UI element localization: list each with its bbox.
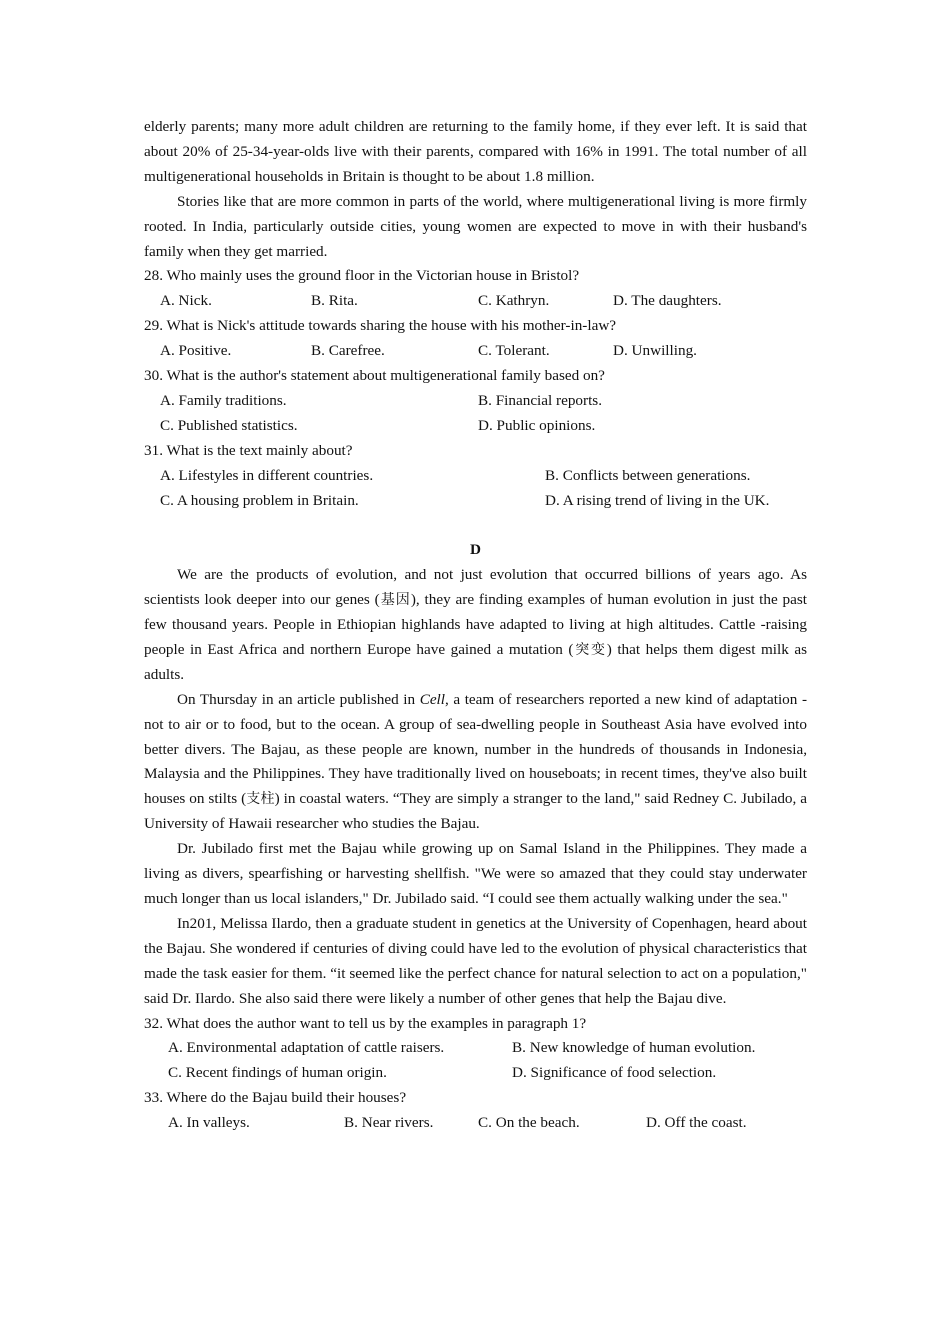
option-a[interactable]: A. In valleys. [168,1114,250,1132]
section-heading-d: D [470,541,481,559]
question-30 [144,364,807,439]
question-29 [144,314,807,364]
option-c[interactable]: C. Published statistics. [160,416,298,434]
question-stem: 28. Who mainly uses the ground floor in the Victorian house in Bristol? [144,267,580,285]
question-stem: 30. What is the author's statement about multigenerational family based on? [144,367,605,385]
passage-d-paragraph-3: Dr. Jubilado first met the Bajau while growing up on Samal Island in the Philippines. They made a living as divers, spearfishing or harvesting shellfish. "We were so amazed that they could stay underwater much longer than us local islanders," Dr. Jubilado said. “I could see them actually walking under the sea." [144,840,807,907]
answer-options [144,289,807,314]
option-b[interactable]: B. Financial reports. [478,391,603,409]
option-b[interactable]: B. New knowledge of human evolution. [512,1039,756,1057]
option-d[interactable]: D. Significance of food selection. [512,1064,717,1082]
option-b[interactable]: B. Near rivers. [344,1114,434,1132]
answer-options [144,1111,807,1136]
answer-options [144,464,807,489]
question-32 [144,1012,807,1087]
option-b[interactable]: B. Carefree. [311,342,385,360]
answer-options [144,414,807,439]
answer-options [144,1036,807,1061]
option-d[interactable]: D. Off the coast. [646,1114,747,1132]
journal-title: Cell [419,690,445,708]
passage-c-paragraph-last: Stories like that are more common in parts of the world, where multigenerational living is more firmly rooted. In India, particularly outside cities, young women are expected to move in with their husband's family when they get married. [144,192,807,260]
question-33 [144,1086,807,1136]
answer-options [144,1061,807,1086]
passage-d-paragraph-1: We are the products of evolution, and not just evolution that occurred billions of years ago. As scientists look deeper into our genes (基因), they are finding examples of human evolution in just the past few thousand years. People in Ethiopian highlands have adapted to living at high altitudes. Cattle -raising people in East Africa and northern Europe have gained a mutation (突变) that helps them digest milk as adults. [144,566,808,683]
question-28 [144,264,807,314]
question-stem: 33. Where do the Bajau build their houses? [144,1089,407,1107]
passage-d-paragraph-2: On Thursday in an article published in Cell, a team of researchers reported a new kind of adaptation - not to air or to food, but to the ocean. A group of sea-dwelling people in Southeast Asia have evolved into better divers. The Bajau, as these people are known, number in the hundreds of thousands in Indonesia, Malaysia and the Philippines. They have traditionally lived on houseboats; in recent times, they've also built houses on stilts (支柱) in coastal waters. “They are simply a stranger to the land," said Redney C. Jubilado, a University of Hawaii researcher who studies the Bajau. [144,690,808,833]
option-d[interactable]: D. Public opinions. [478,416,596,434]
question-stem: 29. What is Nick's attitude towards sharing the house with his mother-in-law? [144,317,617,335]
option-c[interactable]: C. Recent findings of human origin. [168,1064,387,1082]
option-a[interactable]: A. Positive. [160,342,232,360]
option-c[interactable]: C. On the beach. [478,1114,580,1132]
option-c[interactable]: C. Kathryn. [478,292,550,310]
option-d[interactable]: D. The daughters. [613,292,722,310]
question-stem: 32. What does the author want to tell us by the examples in paragraph 1? [144,1014,587,1032]
option-c[interactable]: C. Tolerant. [478,342,550,360]
passage-c-paragraph-end: elderly parents; many more adult children are returning to the family home, if they ever left. It is said that about 20% of 25-34-year-olds live with their parents, compared with 16% in 1991. The total number of all multigenerational households in Britain is thought to be about 1.8 million. [144,118,807,185]
answer-options [144,489,807,514]
exam-page [144,115,807,1136]
option-d[interactable]: D. Unwilling. [613,342,697,360]
answer-options [144,339,807,364]
question-stem: 31. What is the text mainly about? [144,441,353,459]
option-b[interactable]: B. Conflicts between generations. [545,466,751,484]
option-a[interactable]: A. Family traditions. [160,391,287,409]
option-b[interactable]: B. Rita. [311,292,358,310]
passage-d-paragraph-4: In201, Melissa Ilardo, then a graduate student in genetics at the University of Copenhagen, heard about the Bajau. She wondered if centuries of diving could have led to the evolution of physical characteristics that made the task easier for them. “it seemed like the perfect chance for natural selection to act on a population," said Dr. Ilardo. She also said there were likely a number of other genes that help the Bajau dive. [144,914,807,1007]
option-a[interactable]: A. Environmental adaptation of cattle raisers. [168,1039,445,1057]
answer-options [144,389,807,414]
option-a[interactable]: A. Lifestyles in different countries. [160,466,374,484]
option-d[interactable]: D. A rising trend of living in the UK. [545,491,770,509]
option-c[interactable]: C. A housing problem in Britain. [160,491,359,509]
option-a[interactable]: A. Nick. [160,292,212,310]
question-31 [144,439,807,514]
